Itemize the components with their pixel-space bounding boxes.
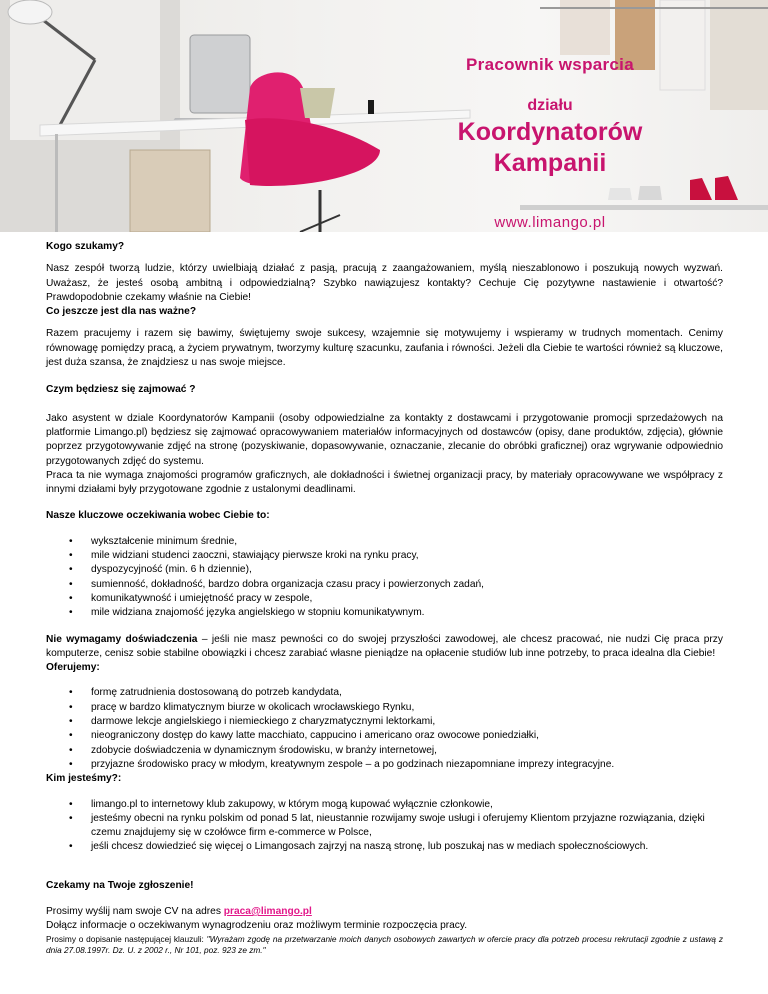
list-item: • zdobycie doświadczenia w dynamicznym środowisku, w branży internetowej, — [46, 744, 723, 758]
cv-paragraph-2: Dołącz informacje o oczekiwanym wynagrodzeniu oraz możliwym terminie rozpoczęcia pracy. — [46, 920, 468, 932]
gdpr-intro: Prosimy o dopisanie następującej klauzuli: — [46, 933, 207, 944]
cv-text: Prosimy wyślij nam swoje CV na adres — [46, 905, 224, 917]
department-name-line2: Kampanii — [493, 149, 607, 177]
no-experience-paragraph — [46, 633, 723, 662]
who-paragraph: Nasz zespół tworzą ludzie, którzy uwielbiają działać z pasją, pracują z zaangażowaniem, myślą nieszablonowo i poszukują nowych wyzwań. Uważasz, że jesteś osobą ambitną i odpowiedzialną? Szybko nawiązujesz kontakty? Cechuje Cię pozytywne nastawienie i otwartość? Prawdopodobnie czekamy właśnie na Ciebie! — [46, 263, 723, 303]
tasks-paragraph-2: Praca ta nie wymaga znajomości programów graficznych, ale dokładności i świetnej organizacji pracy, by materiały opracowywane we współpracy z innymi działami były przygotowane zgodnie z ustalonymi deadlinami. — [46, 469, 723, 496]
list-item: • formę zatrudnienia dostosowaną do potrzeb kandydata, — [46, 686, 723, 700]
important-paragraph: Razem pracujemy i razem się bawimy, świętujemy swoje sukcesy, wzajemnie się motywujemy i wspieramy w trudnych momentach. Cenimy równowagę pomiędzy pracą, a życiem prywatnym, tworzymy kulturę szacunku, zaufania i równości. Jeżeli dla Ciebie te wartości również są kluczowe, jest duża szansa, że znajdziesz u nas swoje miejsce. — [46, 328, 723, 369]
section-heading-about: Kim jesteśmy?: — [46, 773, 122, 785]
list-item: • dyspozycyjność (min. 6 h dziennie), — [46, 563, 723, 577]
section-heading-expectations: Nasze kluczowe oczekiwania wobec Ciebie to: — [46, 510, 270, 522]
list-item: • jeśli chcesz dowiedzieć się więcej o Limangosach zajrzyj na naszą stronę, lub poszukaj nas w mediach społecznościowych. — [46, 840, 723, 854]
no-experience-text: – jeśli nie masz pewności co do swojej przyszłości zawodowej, ale chcesz pracować, nie nudzi Cię praca przy komputerze, cenisz sobie stabilne obowiązki i chcesz zarabiać własne pieniądze na opłacenie studiów lub inne potrzeby, to praca idealna dla Ciebie! — [46, 633, 723, 659]
gdpr-clause-quote: "Wyrażam zgodę na przetwarzanie moich danych osobowych zawartych w ofercie pracy dla potrzeb procesu rekrutacji zgodnie z ustawą z dnia 27.08.1997r. Dz. U. z 2002 r., Nr 101, poz. 923 ze zm." — [46, 933, 723, 956]
section-heading-tasks: Czym będziesz się zajmować ? — [46, 384, 196, 396]
section-heading-who: Kogo szukamy? — [46, 241, 125, 252]
header-title-block — [440, 55, 660, 231]
list-item: • wykształcenie minimum średnie, — [46, 535, 723, 549]
offer-list — [46, 686, 723, 772]
list-item: • mile widziana znajomość języka angielskiego w stopniu komunikatywnym. — [46, 606, 723, 620]
section-heading-offer: Oferujemy: — [46, 662, 100, 674]
expectations-list — [46, 535, 723, 621]
list-item: • przyjazne środowisko pracy w młodym, kreatywnym zespole – a po godzinach niezapomniane imprezy integracyjne. — [46, 758, 723, 772]
list-item: • komunikatywność i umiejętność pracy w zespole, — [46, 592, 723, 606]
about-list — [46, 798, 723, 855]
gdpr-clause — [46, 934, 723, 957]
list-item: • jesteśmy obecni na rynku polskim od ponad 5 lat, nieustannie rozwijamy swoje usługi i oferujemy Klientom przyjazne rozwiązania, dzięki czemu znajdujemy się w czołówce firm e-commerce w Polsce, — [46, 812, 723, 841]
no-experience-bold: Nie wymagamy doświadczenia — [46, 633, 198, 645]
department-name-line1: Koordynatorów — [457, 118, 643, 146]
job-title: Pracownik wsparcia — [466, 55, 634, 74]
email-link[interactable]: praca@limango.pl — [223, 905, 312, 917]
list-item: • sumienność, dokładność, bardzo dobra organizacja czasu pracy i powierzonych zadań, — [46, 578, 723, 592]
list-item: • limango.pl to internetowy klub zakupowy, w którym mogą kupować wyłącznie członkowie, — [46, 798, 723, 812]
list-item: • pracę w bardzo klimatycznym biurze w okolicach wrocławskiego Rynku, — [46, 701, 723, 715]
list-item: • darmowe lekcje angielskiego i niemieckiego z charyzmatycznymi lektorkami, — [46, 715, 723, 729]
tasks-paragraph-1: Jako asystent w dziale Koordynatorów Kampanii (osoby odpowiedzialne za kontakty z dostawcami i przygotowanie promocji sprzedażowych na platformie Limango.pl) będziesz się zajmować opracowywaniem materiałów informacyjnych od dostawców (opisy, dane produktów, zdjęcia), głównie poprzez przygotowywanie zdjęć na stronę (pozyskiwanie, dopasowywanie, oznaczanie, zlecanie do obróbki graficznej) oraz wgrywanie odpowiednio przygotowanych zdjęć do systemu. — [46, 412, 723, 467]
list-item: • mile widziani studenci zaoczni, stawiający pierwsze kroki na rynku pracy, — [46, 549, 723, 563]
section-heading-apply: Czekamy na Twoje zgłoszenie! — [46, 879, 194, 891]
section-heading-important: Co jeszcze jest dla nas ważne? — [46, 306, 197, 318]
job-offer-body — [46, 240, 723, 957]
cv-paragraph — [46, 905, 723, 919]
website-url: www.limango.pl — [494, 214, 606, 231]
header-banner — [0, 0, 768, 232]
list-item: • nieograniczony dostęp do kawy latte macchiato, cappucino i americano oraz owocowe poniedziałki, — [46, 729, 723, 743]
job-subtitle: działu — [527, 97, 573, 114]
